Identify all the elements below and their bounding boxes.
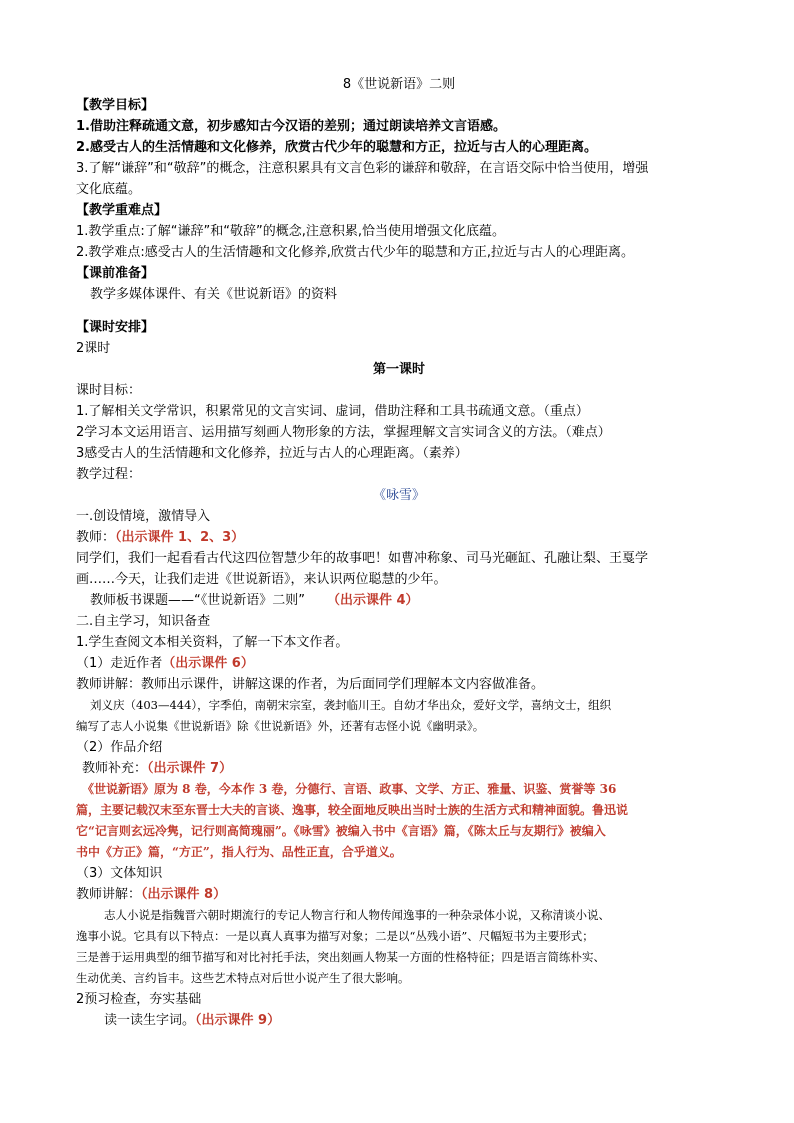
courseware-cue: （出示课件 9） — [195, 1013, 281, 1028]
goals-heading: 【教学目标】 — [76, 98, 155, 113]
lesson-goal-2: 2学习本文运用语言、运用描写刻画人物形象的方法，掌握理解文言实词含义的方法。（难点） — [76, 425, 611, 440]
courseware-cue: （出示课件 4） — [326, 593, 419, 608]
genre-para-4: 生动优美、言约旨丰。这些艺术特点对后世小说产生了很大影响。 — [76, 971, 410, 985]
genre-para-1: 志人小说是指魏晋六朝时期流行的专记人物言行和人物传闻逸事的一种杂录体小说，又称清谈小说、 — [104, 908, 610, 922]
author-para-1: 刘义庆（403—444），字季伯，南朝宋宗室，袭封临川王。自幼才华出众，爱好文学，喜纳文士，组织 — [90, 698, 612, 712]
schedule-text: 2课时 — [76, 341, 111, 356]
board-line — [76, 590, 722, 611]
preview-text: 读一读生字词。 — [104, 1013, 196, 1028]
genre-label: （3）文体知识 — [76, 866, 163, 881]
courseware-cue: （出示课件 8） — [141, 887, 227, 902]
genre-teacher-line — [76, 884, 722, 905]
author-label-line — [76, 653, 722, 674]
lesson-plan-title: 8《世说新语》二则 — [342, 77, 456, 92]
text-title: 《咏雪》 — [372, 488, 425, 503]
prep-heading: 【课前准备】 — [76, 266, 155, 281]
author-label: （1）走近作者 — [76, 656, 163, 671]
preview-heading: 2预习检查，夯实基础 — [76, 992, 202, 1007]
goal-3-cont: 文化底蕴。 — [76, 182, 142, 197]
work-label: （2）作品介绍 — [76, 740, 163, 755]
lesson-goal-3: 3感受古人的生活情趣和文化修养，拉近与古人的心理距离。（素养） — [76, 446, 468, 461]
goal-3: 3.了解“谦辞”和“敬辞”的概念，注意积累具有文言色彩的谦辞和敬辞，在言语交际中恰当使用，增强 — [76, 161, 649, 176]
key-heading: 【教学重难点】 — [76, 203, 168, 218]
section-2-heading: 二.自主学习，知识备查 — [76, 614, 211, 629]
work-teacher-line — [76, 758, 722, 779]
goal-2: 2.感受古人的生活情趣和文化修养，欣赏古代少年的聪慧和方正，拉近与古人的心理距离。 — [76, 140, 597, 155]
key-point-2: 2.教学难点:感受古人的生活情趣和文化修养,欣赏古代少年的聪慧和方正,拉近与古人的心理距离。 — [76, 245, 635, 260]
prep-text: 教学多媒体课件、有关《世说新语》的资料 — [90, 287, 338, 302]
process-label: 教学过程： — [76, 467, 142, 482]
preview-line — [76, 1010, 722, 1031]
section-1-heading: 一.创设情境，激情导入 — [76, 509, 211, 524]
work-para-1: 《世说新语》原为 8 卷，今本作 3 卷，分德行、言语、政事、文学、方正、雅量、识鉴、赏誉等 36 — [82, 782, 617, 796]
section-1-para-2: 画……今天，让我们走进《世说新语》，来认识两位聪慧的少年。 — [76, 572, 447, 587]
document-page — [76, 74, 722, 1031]
genre-para-3: 三是善于运用典型的细节描写和对比衬托手法，突出刻画人物某一方面的性格特征；四是语言简练朴实、 — [76, 950, 605, 964]
work-para-3: 它“记言则玄远冷隽，记行则高简瑰丽”。《咏雪》被编入书中《言语》篇，《陈太丘与友期行》被编入 — [76, 824, 606, 838]
work-para-4: 书中《方正》篇，“方正”，指人行为、品性正直，合乎道义。 — [76, 845, 402, 859]
schedule-heading: 【课时安排】 — [76, 320, 155, 335]
section-1-teacher-line — [76, 527, 722, 548]
teacher-label: 教师： — [76, 530, 116, 545]
courseware-cue: （出示课件 7） — [147, 761, 233, 776]
genre-para-2: 逸事小说。它具有以下特点：一是以真人真事为描写对象；二是以“丛残小语”、尺幅短书为主要形式； — [76, 929, 594, 943]
work-teacher-label: 教师补充： — [82, 761, 148, 776]
goal-1: 1.借助注释疏通文意，初步感知古今汉语的差别；通过朗读培养文言语感。 — [76, 119, 506, 134]
courseware-cue: （出示课件 1、2、3） — [115, 530, 245, 545]
section-2-intro: 1.学生查阅文本相关资料，了解一下本文作者。 — [76, 635, 349, 650]
lesson-goal-1: 1.了解相关文学常识，积累常见的文言实词、虚词，借助注释和工具书疏通文意。（重点） — [76, 404, 589, 419]
author-para-2: 编写了志人小说集《世说新语》除《世说新语》外，还著有志怪小说《幽明录》。 — [76, 719, 485, 733]
section-1-para-1: 同学们，我们一起看看古代这四位智慧少年的故事吧！如曹冲称象、司马光砸缸、孔融让梨、王戛学 — [76, 551, 649, 566]
lesson-title: 第一课时 — [372, 362, 425, 377]
work-para-2: 篇，主要记载汉末至东晋士大夫的言谈、逸事，较全面地反映出当时士族的生活方式和精神面貌。鲁迅说 — [76, 803, 629, 817]
board-text: 教师板书课题——“《世说新语》二则” — [90, 593, 305, 608]
lesson-goal-label: 课时目标： — [76, 383, 142, 398]
spacer — [76, 305, 722, 317]
key-point-1: 1.教学重点:了解“谦辞”和“敬辞”的概念,注意积累,恰当使用增强文化底蕴。 — [76, 224, 505, 239]
genre-teacher-label: 教师讲解： — [76, 887, 142, 902]
courseware-cue: （出示课件 6） — [162, 656, 254, 671]
author-explain: 教师讲解：教师出示课件，讲解这课的作者，为后面同学们理解本文内容做准备。 — [76, 677, 545, 692]
